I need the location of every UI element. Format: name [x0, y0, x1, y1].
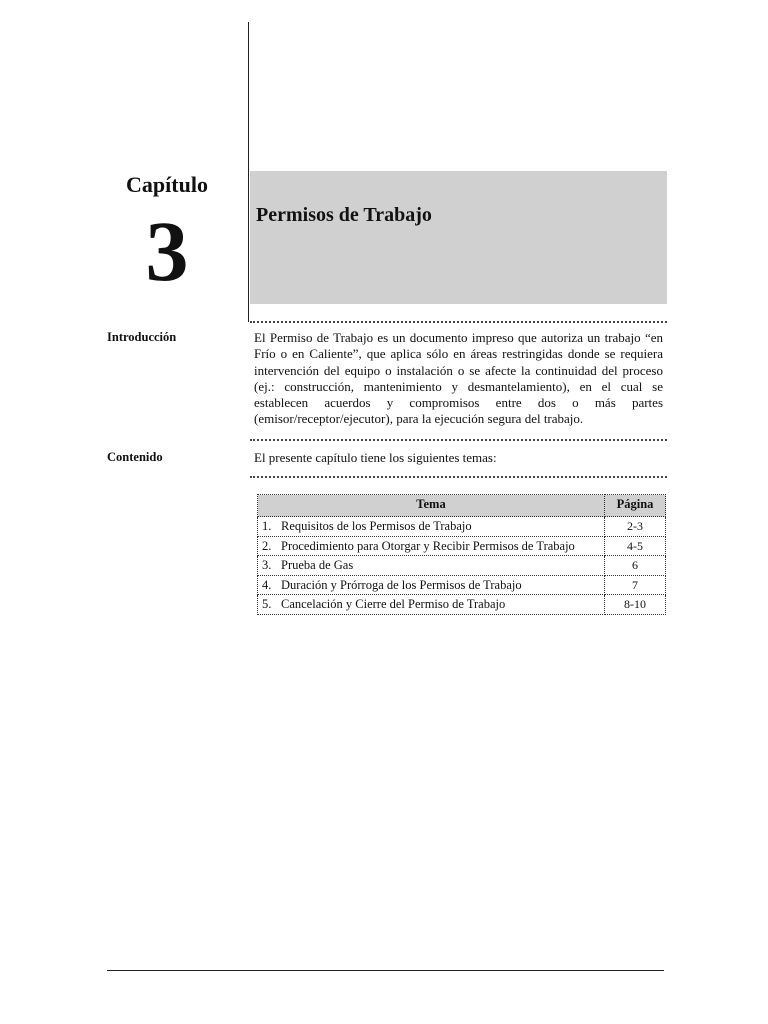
row-number: 4. — [262, 577, 272, 592]
chapter-word: Capítulo — [126, 172, 208, 197]
row-number: 5. — [262, 597, 272, 611]
header-page: Página — [605, 495, 666, 517]
row-page: 4-5 — [605, 536, 666, 556]
table-row — [258, 536, 666, 556]
title-box — [250, 171, 667, 304]
contents-table — [257, 494, 666, 615]
row-topic: Prueba de Gas — [281, 558, 354, 572]
row-number: 1. — [262, 519, 272, 533]
intro-text: El Permiso de Trabajo es un documento impreso que autoriza un trabajo “en Frío o en Caliente”, que aplica sólo en áreas restringidas donde se requiera intervención del equipo o instalación o se afecte la continuidad del proceso (ej.: construcción, mantenimiento y desmantelamiento), en el cual se establecen acuerdos y compromisos entre dos o más partes (emisor/receptor/ejecutor), para la ejecución segura del trabajo. — [254, 330, 663, 427]
table-row — [258, 595, 666, 615]
row-topic: Procedimiento para Otorgar y Recibir Permisos de Trabajo — [281, 538, 575, 553]
header-topic: Tema — [258, 495, 605, 517]
dotted-separator — [250, 321, 667, 323]
row-topic: Cancelación y Cierre del Permiso de Trabajo — [281, 597, 506, 611]
table-header-row — [258, 495, 666, 517]
intro-label: Introducción — [107, 330, 177, 344]
dotted-separator — [250, 476, 667, 478]
footer-rule — [107, 970, 664, 971]
chapter-title: Permisos de Trabajo — [256, 204, 432, 226]
table-row — [258, 556, 666, 576]
chapter-number: 3 — [145, 203, 189, 299]
row-topic: Duración y Prórroga de los Permisos de Trabajo — [281, 577, 522, 592]
table-row — [258, 517, 666, 537]
row-page: 2-3 — [605, 517, 666, 537]
dotted-separator — [250, 439, 667, 441]
row-page: 8-10 — [605, 595, 666, 615]
row-page: 7 — [605, 575, 666, 595]
table-row — [258, 575, 666, 595]
contents-text: El presente capítulo tiene los siguientes temas: — [254, 450, 497, 465]
row-page: 6 — [605, 556, 666, 576]
contents-label: Contenido — [107, 450, 163, 464]
vertical-divider — [248, 22, 249, 322]
row-number: 2. — [262, 538, 272, 553]
row-number: 3. — [262, 558, 272, 572]
row-topic: Requisitos de los Permisos de Trabajo — [281, 519, 472, 533]
